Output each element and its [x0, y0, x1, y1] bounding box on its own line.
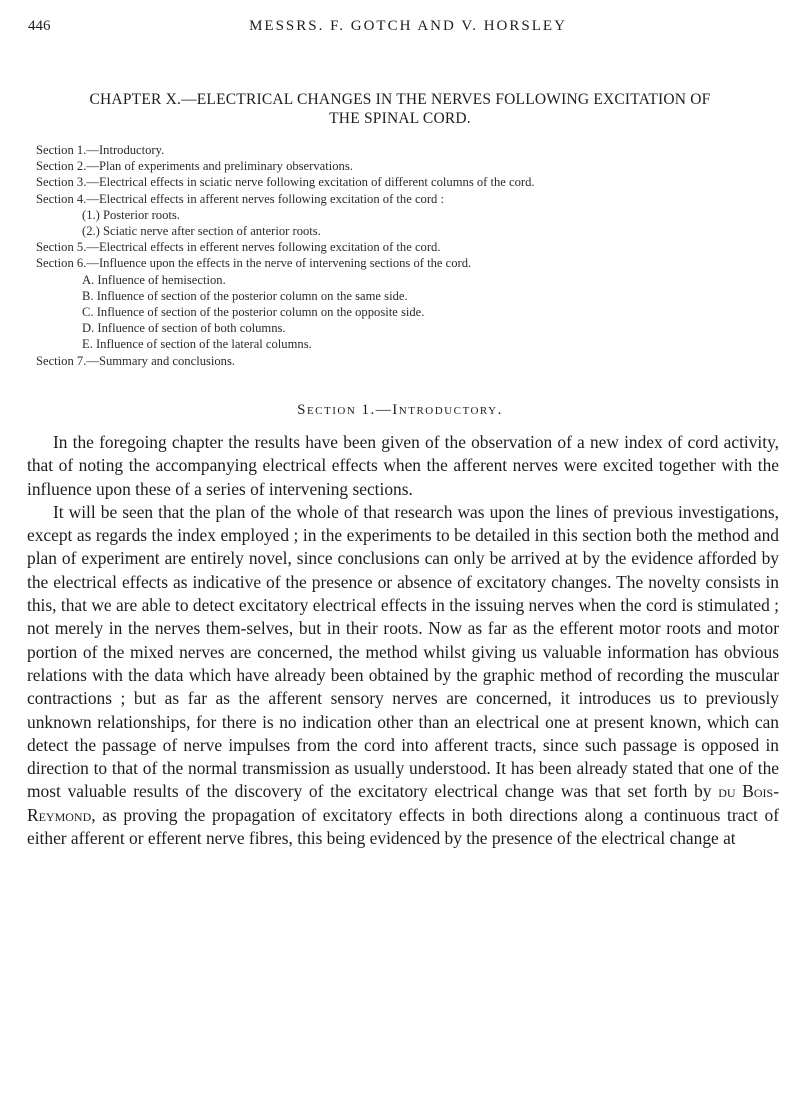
toc-subentry: A. Influence of hemisection.	[82, 272, 226, 287]
chapter-heading-line-2: THE SPINAL CORD.	[329, 110, 471, 127]
running-head	[28, 18, 788, 42]
paragraph: In the foregoing chapter the results have been given of the observation of a new index of cord activity, that of noting the accompanying electrical effects when the afferent nerves were excited together with the influence upon these of a series of intervening sections.	[27, 432, 779, 499]
toc-entry: Section 1.—Introductory.	[36, 143, 165, 157]
toc-subentry: C. Influence of section of the posterior column on the opposite side.	[82, 305, 425, 320]
table-of-contents	[36, 142, 776, 369]
toc-subentry: D. Influence of section of both columns.	[82, 321, 286, 336]
toc-subentry: E. Influence of section of the lateral columns.	[82, 337, 312, 352]
paragraph-text: , as proving the propagation of excitatory effects in both directions along a continuous tract of either afferent or efferent nerve fibres, this being evidenced by the presence of the electrical change at	[27, 804, 779, 849]
chapter-heading	[32, 90, 768, 128]
chapter-heading-line-1: CHAPTER X.—ELECTRICAL CHANGES IN THE NERVES FOLLOWING EXCITATION OF	[89, 91, 711, 108]
toc-subentry: (1.) Posterior roots.	[82, 207, 180, 222]
running-title: MESSRS. F. GOTCH AND V. HORSLEY	[249, 18, 567, 34]
toc-entry: Section 5.—Electrical effects in efferent nerves following excitation of the cord.	[36, 240, 441, 255]
toc-subentry: B. Influence of section of the posterior column on the same side.	[82, 288, 408, 303]
toc-entry: Section 7.—Summary and conclusions.	[36, 353, 236, 368]
toc-entry: Section 2.—Plan of experiments and preliminary observations.	[36, 159, 353, 174]
section-heading: Section 1.—Introductory.	[297, 402, 503, 418]
author-name: du Bois-Reymond	[27, 781, 780, 825]
toc-subentry: (2.) Sciatic nerve after section of anterior roots.	[82, 224, 321, 239]
toc-entry: Section 3.—Electrical effects in sciatic nerve following excitation of different columns of the cord.	[36, 175, 535, 190]
paragraph-text: It will be seen that the plan of the whole of that research was upon the lines of previous investigations, except as regards the index employed ; in the experiments to be detailed in this section both the method and plan of experiment are entirely novel, since conclusions can only be arrived at by the evidence afforded by the electrical effects as indicative of the presence or absence of excitatory changes. The novelty consists in this, that we are able to detect excitatory electrical effects in the issuing nerves when the cord is stimulated ; not merely in the nerves them-selves, but in their roots. Now as far as the efferent motor roots and motor portion of the mixed nerves are concerned, the method whilst giving us valuable information has obvious relations with the data which have already been obtained by the graphic method of recording the muscular contractions ; but as far as the afferent sensory nerves are concerned, it introduces us to previously unknown relationships, for there is no indication other than an electrical one at present known, which can detect the passage of nerve impulses from the cord into afferent tracts, since such passage is opposed in direction to that of the normal transmission as usually understood. It has been already stated that one of the most valuable results of the discovery of the excitatory electrical change was that set forth by	[27, 501, 779, 802]
page-number: 446	[28, 18, 51, 34]
toc-entry: Section 6.—Influence upon the effects in the nerve of intervening sections of the cord.	[36, 256, 472, 271]
paragraph	[27, 501, 779, 850]
toc-entry: Section 4.—Electrical effects in afferent nerves following excitation of the cord :	[36, 191, 444, 206]
body-text	[27, 431, 779, 850]
